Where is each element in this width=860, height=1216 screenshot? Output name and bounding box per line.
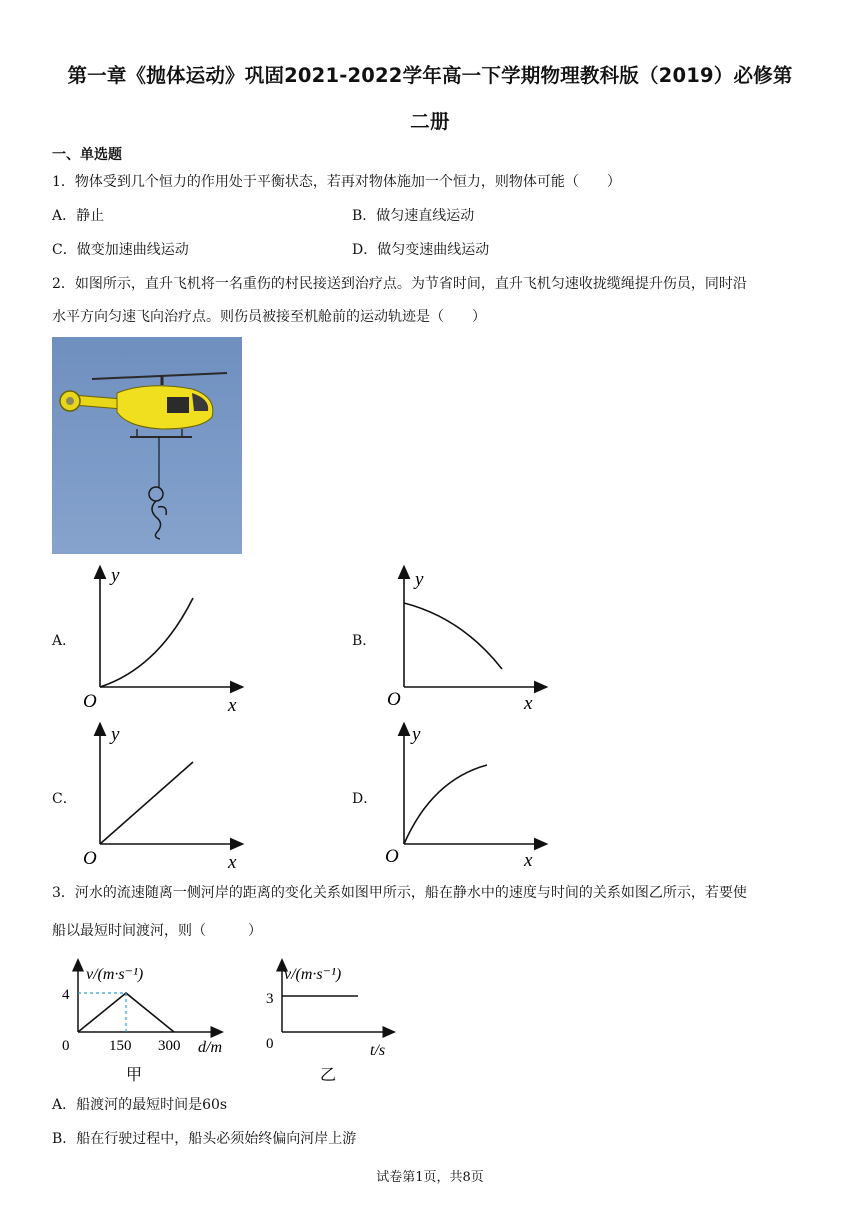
origin-label: O: [83, 691, 97, 712]
curve-b: [404, 603, 502, 669]
q1-option-d: D．做匀变速曲线运动: [352, 242, 490, 258]
helicopter-illustration: [52, 337, 242, 554]
x-axis-label: x: [524, 693, 533, 714]
curve-a: [100, 598, 193, 687]
q2-graph-b: [382, 563, 552, 715]
q2-graph-c: [78, 720, 248, 872]
boat-speed-graph-yi: [262, 958, 402, 1086]
y-axis-label: y: [415, 569, 424, 590]
y-axis-label: v/(m·s⁻¹): [86, 966, 144, 983]
x-tick-300: 300: [158, 1038, 181, 1054]
q2-option-b-label: B．: [352, 633, 377, 649]
q1-option-b: B．做匀速直线运动: [352, 208, 475, 224]
caption-yi: 乙: [320, 1067, 337, 1084]
title-line-1: 第一章《抛体运动》巩固2021-2022学年高一下学期物理教科版（2019）必修第: [67, 64, 793, 87]
q3-option-a: A．船渡河的最短时间是60s: [52, 1097, 228, 1113]
q1-option-a: A．静止: [52, 208, 105, 224]
x-axis-label: t/s: [370, 1042, 386, 1059]
helicopter-photo: [52, 337, 242, 554]
line-c: [100, 762, 193, 844]
q1-option-c: C．做变加速曲线运动: [52, 242, 189, 258]
q3-stem-line-1: 3．河水的流速随离一侧河岸的距离的变化关系如图甲所示，船在静水中的速度与时间的关系如图乙所示，若要使: [52, 885, 747, 901]
title-line-2: 二册: [410, 110, 450, 133]
origin-label: O: [387, 689, 401, 710]
q2-graph-d: [382, 720, 552, 872]
q3-option-b: B．船在行驶过程中，船头必须始终偏向河岸上游: [52, 1131, 357, 1147]
x-axis-label: x: [228, 852, 237, 872]
x-tick-0: 0: [62, 1038, 70, 1054]
y-axis-label: y: [111, 565, 120, 586]
section-heading: 一、单选题: [52, 147, 122, 163]
x-tick-150: 150: [109, 1038, 132, 1054]
q2-option-c-label: C．: [52, 791, 77, 807]
x-axis-label: x: [524, 850, 533, 871]
q1-stem: 1．物体受到几个恒力的作用处于平衡状态，若再对物体施加一个恒力，则物体可能（ ）: [52, 174, 621, 190]
y-tick-4: 4: [62, 987, 70, 1003]
q3-stem-line-2: 船以最短时间渡河，则（ ）: [52, 923, 262, 939]
y-tick-3: 3: [266, 991, 274, 1007]
page-footer: 试卷第1页，共8页: [376, 1170, 484, 1185]
q2-stem-line-2: 水平方向匀速飞向治疗点。则伤员被接至机舱前的运动轨迹是（ ）: [52, 309, 486, 325]
origin-label: O: [385, 846, 399, 867]
q2-stem-line-1: 2．如图所示，直升飞机将一名重伤的村民接送到治疗点。为节省时间，直升飞机匀速收拢缆绳提升伤员，同时沿: [52, 276, 747, 292]
q2-option-d-label: D．: [352, 791, 378, 807]
origin-label: O: [83, 848, 97, 869]
y-axis-label: y: [111, 724, 120, 745]
x-axis-label: d/m: [198, 1039, 222, 1056]
q2-option-a-label: A．: [52, 633, 77, 649]
y-axis-label: y: [412, 724, 421, 745]
x-tick-0: 0: [266, 1036, 274, 1052]
curve-d: [404, 765, 487, 844]
caption-jia: 甲: [126, 1067, 143, 1084]
x-axis-label: x: [228, 695, 237, 715]
river-speed-graph-jia: [56, 958, 241, 1086]
jia-plot: [78, 993, 174, 1032]
q2-graph-a: [78, 563, 248, 715]
document-title: [30, 53, 830, 145]
y-axis-label: v/(m·s⁻¹): [284, 966, 342, 983]
